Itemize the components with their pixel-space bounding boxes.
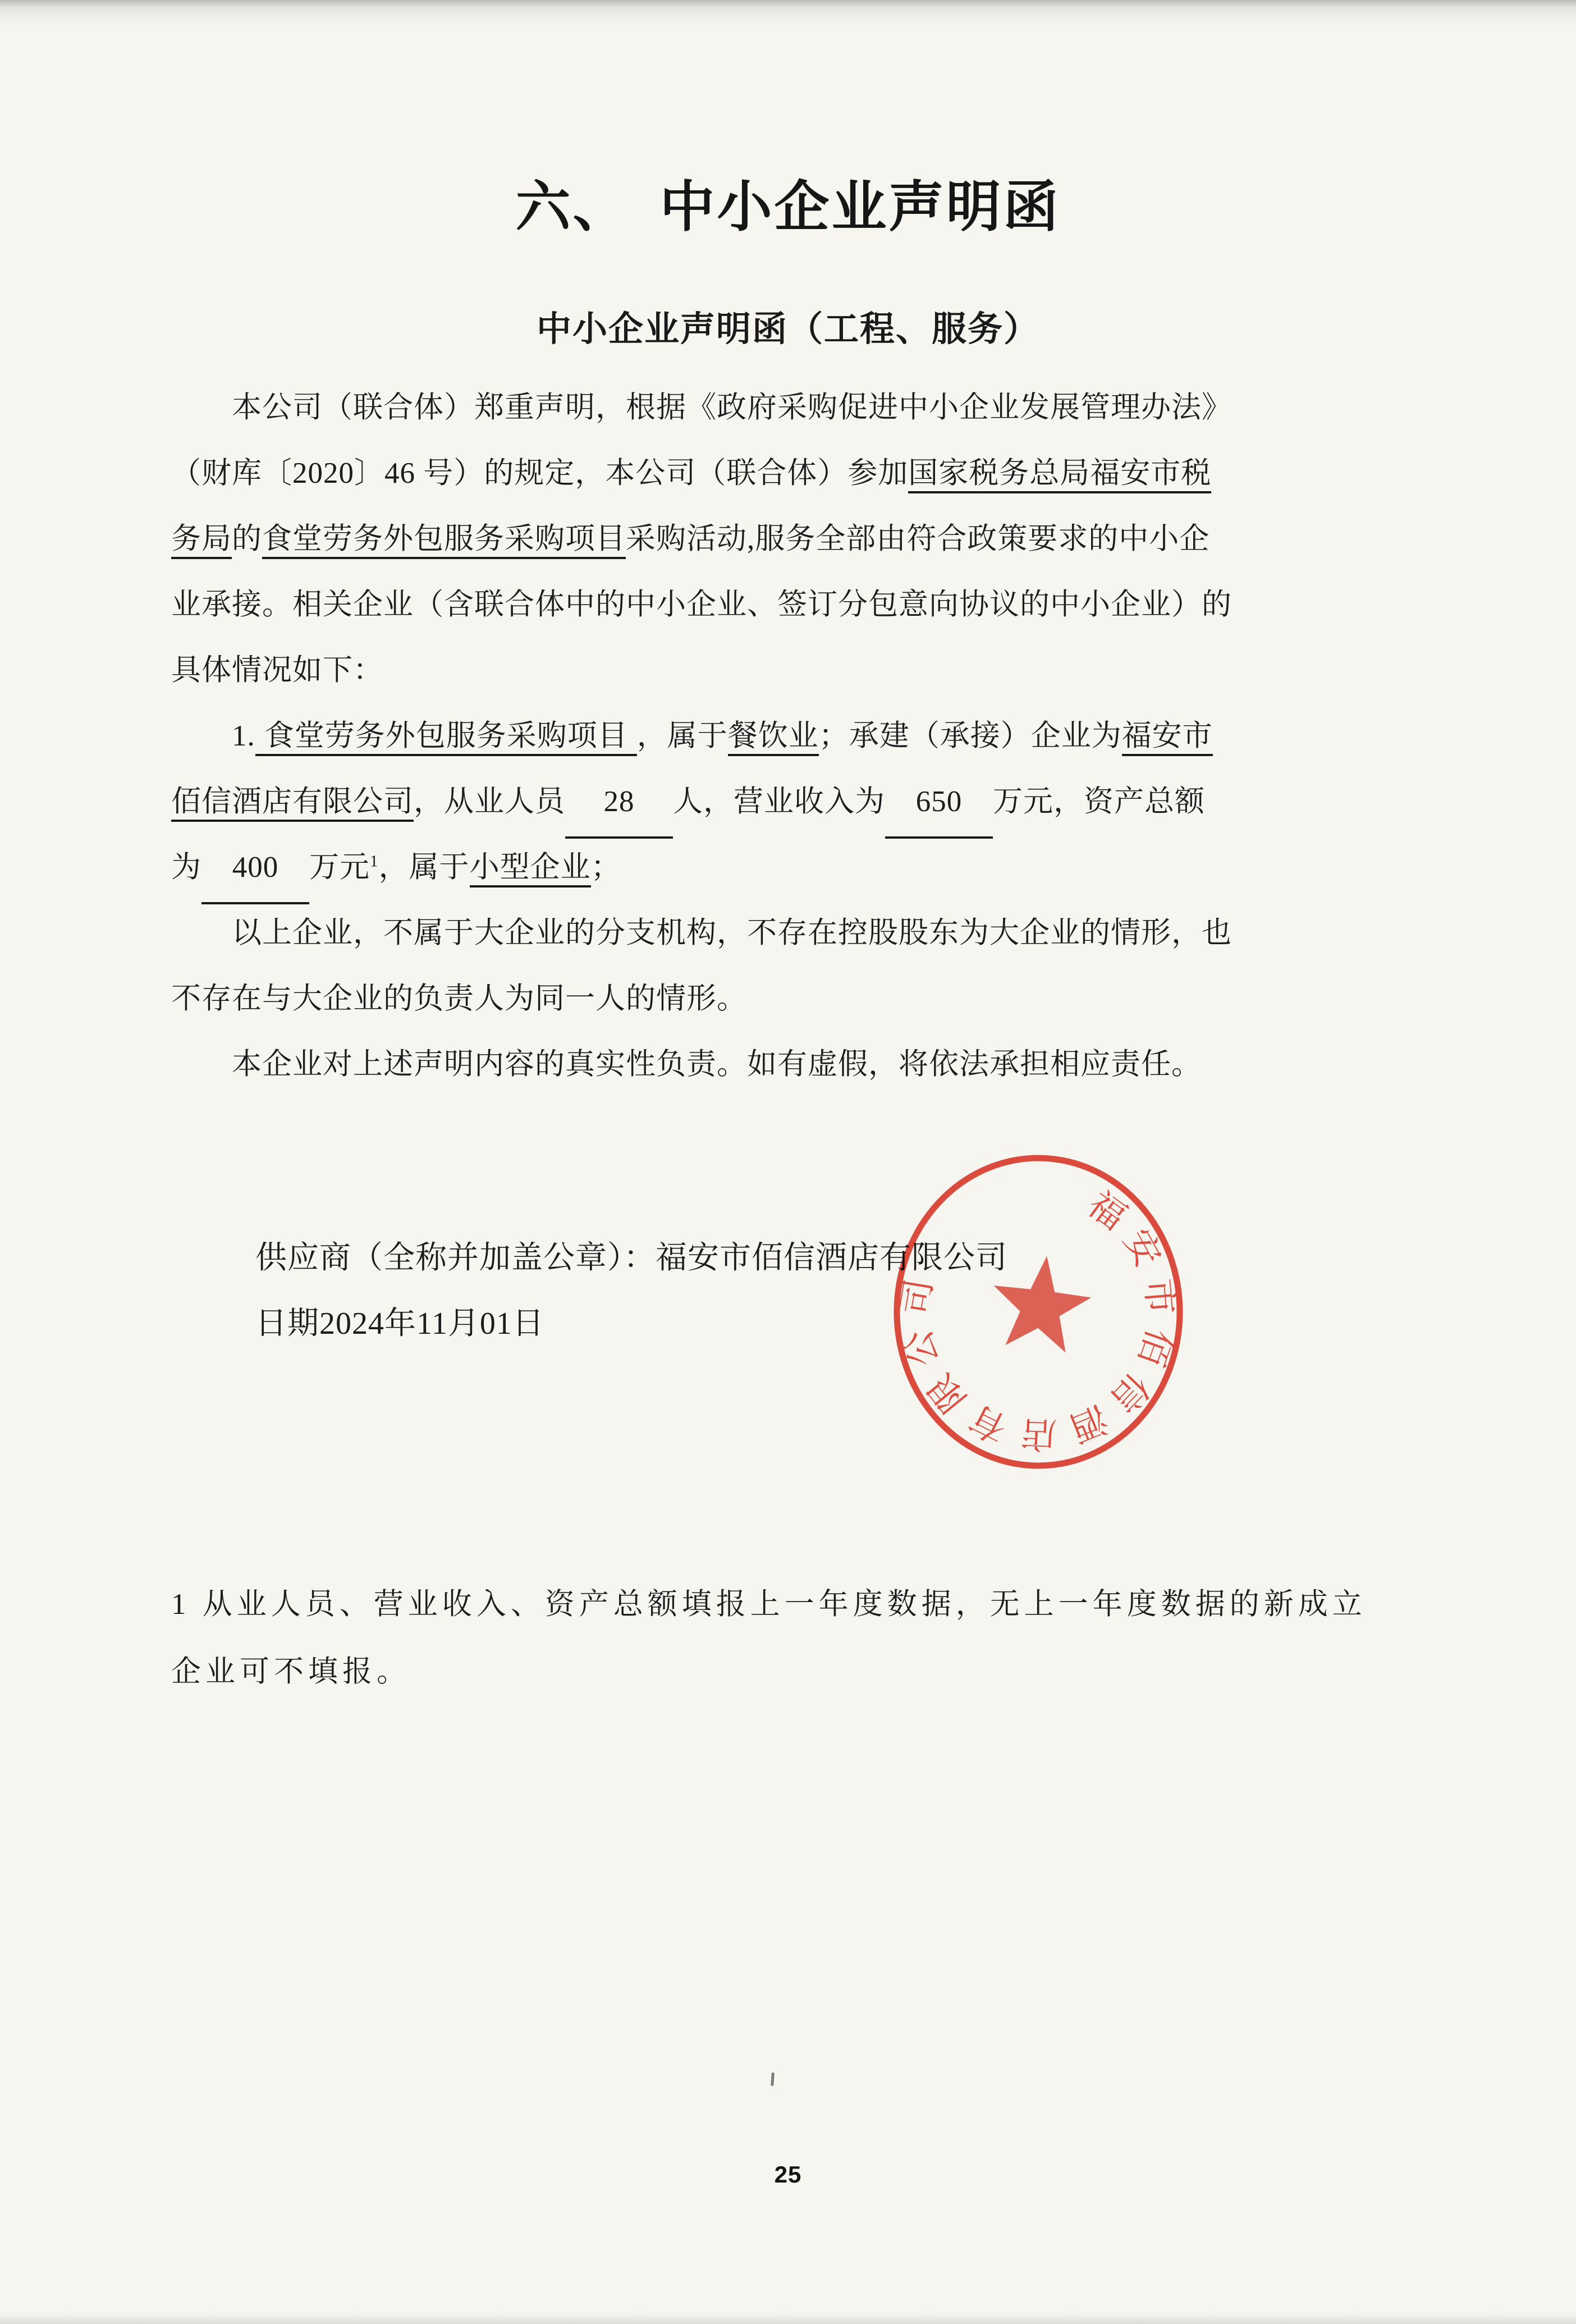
scan-speckle (771, 2073, 775, 2086)
text-line (171, 900, 1416, 966)
text-line (171, 1638, 1440, 1705)
text-segment: ；承建（承接）企业为 (818, 720, 1122, 752)
text-line (171, 1032, 1416, 1097)
text-line (171, 638, 1416, 703)
page-subtitle: 中小企业声明函（工程、服务） (536, 310, 1039, 349)
text-segment: （财库〔2020〕46 号）的规定，本公司（联合体）参加 (171, 457, 909, 489)
text-segment: 的 (232, 523, 262, 555)
text-segment: 万元 (309, 851, 370, 884)
scan-edge-bottom (0, 2309, 1576, 2324)
text-segment: 28 (565, 769, 673, 839)
page-title: 六、 中小企业声明函 (515, 176, 1061, 237)
date-line: 日期2024年11月01日 (255, 1306, 544, 1341)
text-segment: 1. (232, 720, 255, 752)
text-segment: 采购活动,服务全部由符合政策要求的中小企 (626, 523, 1210, 555)
text-segment: 福安市 (1122, 720, 1213, 756)
text-line (171, 572, 1416, 638)
scan-edge-top (0, 0, 1576, 29)
text-segment: 餐饮业 (728, 720, 819, 756)
text-segment: 业承接。相关企业（含联合体中的中小企业、签订分包意向协议的中小企业）的 (171, 588, 1232, 621)
text-segment: ，属于 (378, 851, 470, 884)
seal-company-text: 福安市佰信酒店有限公司 (894, 1184, 1182, 1455)
text-segment: ，属于 (636, 720, 728, 752)
company-seal (881, 1146, 1195, 1477)
text-line (171, 703, 1416, 769)
text-segment: 佰信酒店有限公司 (171, 785, 414, 822)
text-segment: 不存在与大企业的负责人为同一人的情形。 (171, 982, 747, 1015)
text-line (171, 966, 1416, 1032)
text-segment: 以上企业，不属于大企业的分支机构，不存在控股股东为大企业的情形，也 (232, 917, 1232, 949)
text-segment: 本企业对上述声明内容的真实性负责。如有虚假，将依法承担相应责任。 (232, 1048, 1202, 1081)
text-segment: 小型企业 (470, 851, 591, 887)
text-line (171, 769, 1416, 835)
page-number: 25 (774, 2161, 802, 2188)
text-segment: ； (590, 851, 621, 884)
text-segment: 400 (201, 835, 309, 904)
text-segment: 650 (885, 769, 993, 839)
text-segment: 具体情况如下： (171, 654, 383, 687)
text-segment: 1 (370, 852, 379, 871)
text-segment: 人，营业收入为 (673, 785, 885, 818)
text-segment: 国家税务总局福安市税 (908, 457, 1211, 493)
supplier-line: 供应商（全称并加盖公章）：福安市佰信酒店有限公司 (255, 1241, 1007, 1275)
text-segment: 为 (171, 851, 201, 884)
text-segment: 食堂劳务外包服务采购项目 (262, 523, 626, 559)
text-line (171, 506, 1416, 572)
text-segment: 食堂劳务外包服务采购项目 (255, 720, 637, 756)
text-line (171, 1571, 1440, 1638)
seal-star-icon (987, 1250, 1096, 1355)
text-segment: 万元，资产总额 (993, 785, 1205, 818)
text-line (171, 835, 1416, 900)
text-segment: 本公司（联合体）郑重声明，根据《政府采购促进中小企业发展管理办法》 (232, 391, 1232, 424)
text-segment: ，从业人员 (414, 785, 565, 818)
text-segment: 务局 (171, 523, 232, 559)
footnote (171, 1571, 1440, 1705)
text-segment: 企业可不填报。 (171, 1655, 411, 1688)
text-segment: 1 从业人员、营业收入、资产总额填报上一年度数据，无上一年度数据的新成立 (171, 1588, 1367, 1621)
declaration-body (171, 375, 1416, 1097)
text-line (171, 441, 1416, 506)
text-line (171, 375, 1416, 441)
